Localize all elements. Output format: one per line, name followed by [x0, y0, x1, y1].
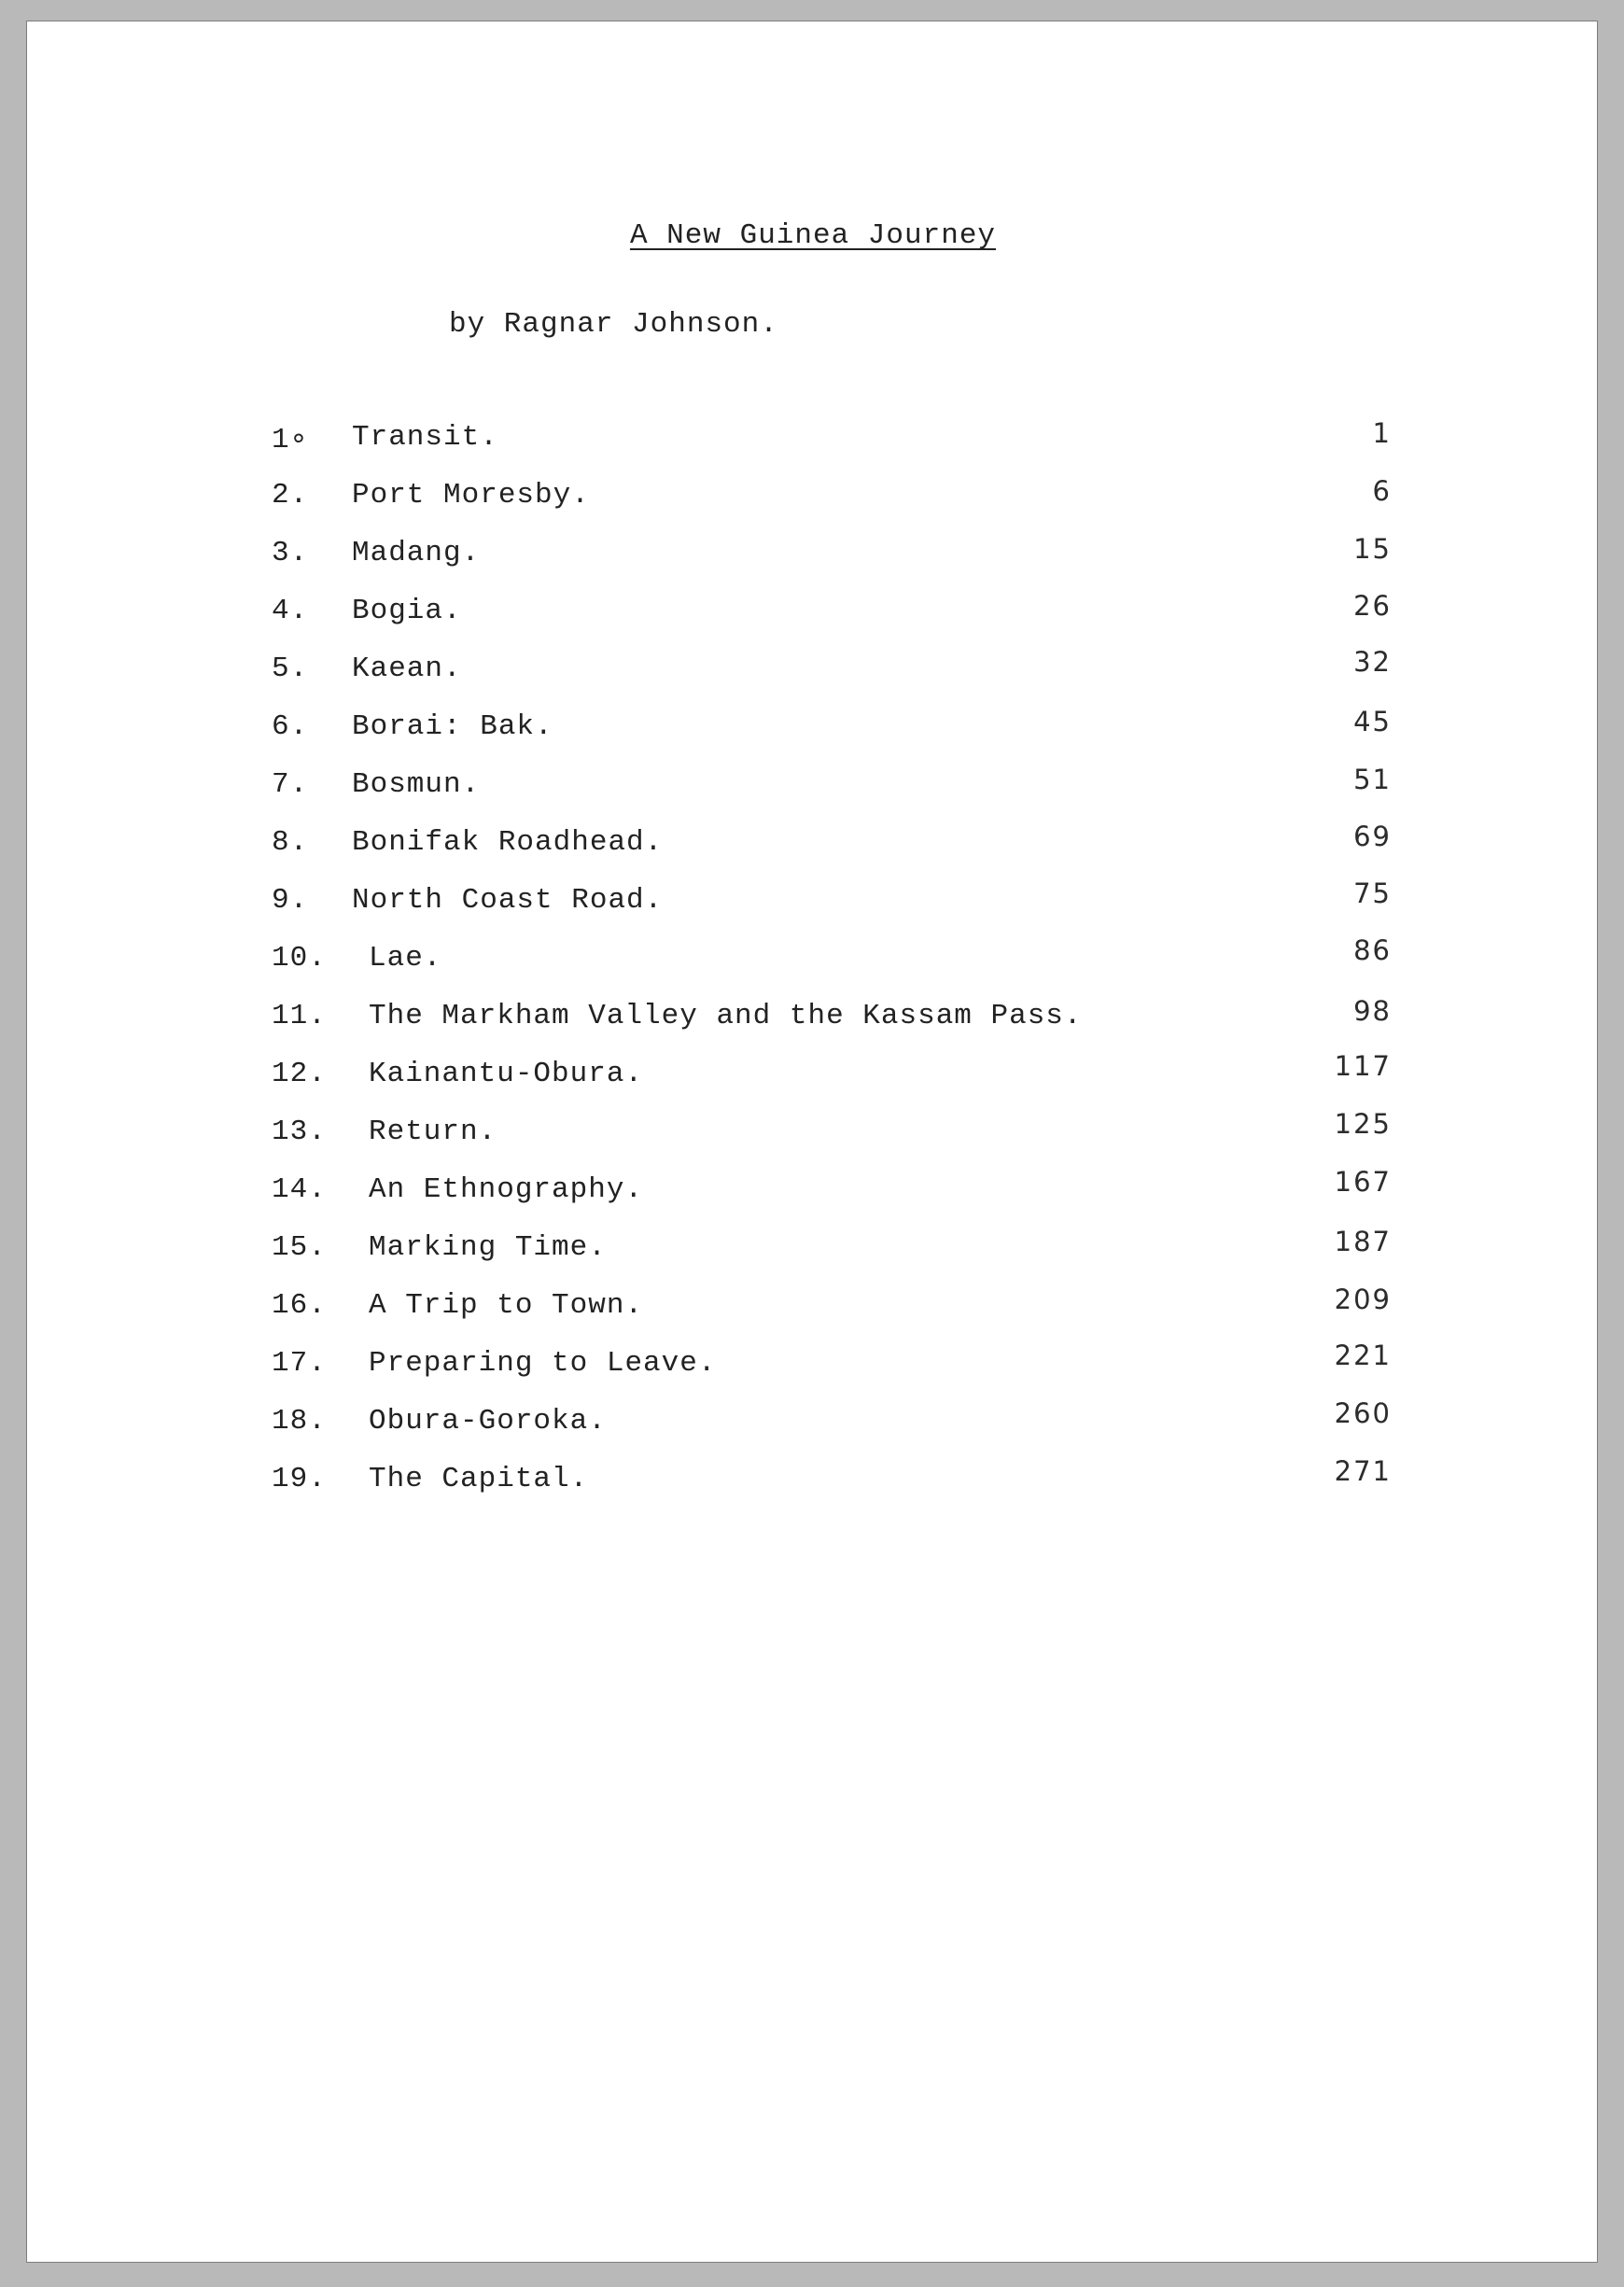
- page-number: 187: [1334, 1226, 1392, 1257]
- page-number: 117: [1334, 1050, 1392, 1082]
- page-number: 125: [1334, 1108, 1392, 1140]
- chapter-title: North Coast Road.: [352, 884, 664, 917]
- page-number: 51: [1353, 764, 1392, 795]
- document-page: [26, 21, 1598, 2263]
- toc-entry: [272, 1340, 1392, 1394]
- chapter-title: Madang.: [352, 537, 481, 569]
- chapter-title: Bosmun.: [352, 768, 481, 801]
- page-number: 32: [1353, 646, 1392, 678]
- chapter-title: The Markham Valley and the Kassam Pass.: [369, 1000, 1083, 1032]
- chapter-number: 12.: [272, 1058, 327, 1090]
- chapter-title: A Trip to Town.: [369, 1289, 644, 1322]
- chapter-title: Kaean.: [352, 652, 462, 685]
- toc-entry: [272, 646, 1392, 699]
- chapter-title: Preparing to Leave.: [369, 1347, 717, 1380]
- toc-entry: [272, 1226, 1392, 1278]
- page-number: 6: [1372, 475, 1392, 507]
- page-number: 75: [1353, 877, 1392, 909]
- chapter-number: 6.: [272, 710, 309, 743]
- chapter-number: 17.: [272, 1347, 327, 1380]
- chapter-title: The Capital.: [369, 1463, 589, 1495]
- chapter-number: 2.: [272, 479, 309, 512]
- toc-entry: [272, 821, 1392, 873]
- page-number: 26: [1353, 590, 1392, 622]
- chapter-number: 5.: [272, 652, 309, 685]
- page-number: 45: [1353, 706, 1392, 737]
- toc-entry: [272, 934, 1392, 989]
- toc-entry: [272, 417, 1392, 468]
- document-title: A New Guinea Journey: [629, 219, 997, 252]
- toc-entry: [272, 590, 1392, 641]
- toc-entry: [272, 1397, 1392, 1452]
- toc-entry: [272, 1166, 1392, 1220]
- chapter-title: Bogia.: [352, 595, 462, 627]
- chapter-title: Kainantu-Obura.: [369, 1058, 644, 1090]
- chapter-number: 3.: [272, 537, 309, 569]
- chapter-number: 18.: [272, 1405, 327, 1438]
- chapter-number: 1∘: [272, 424, 309, 456]
- toc-entry: [272, 877, 1392, 931]
- page-number: 271: [1334, 1455, 1392, 1487]
- toc-entry: [272, 1050, 1392, 1104]
- chapter-title: Marking Time.: [369, 1231, 607, 1264]
- chapter-number: 16.: [272, 1289, 327, 1322]
- chapter-number: 9.: [272, 884, 309, 917]
- chapter-number: 4.: [272, 595, 309, 627]
- chapter-number: 15.: [272, 1231, 327, 1264]
- toc-entry: [272, 1284, 1392, 1336]
- toc-entry: [272, 706, 1392, 757]
- page-number: 86: [1353, 934, 1392, 966]
- chapter-title: An Ethnography.: [369, 1173, 644, 1206]
- chapter-title: Transit.: [352, 421, 498, 454]
- page-number: 260: [1334, 1397, 1392, 1429]
- toc-entry: [272, 1455, 1392, 1509]
- chapter-number: 11.: [272, 1000, 327, 1032]
- chapter-number: 10.: [272, 942, 327, 975]
- chapter-title: Borai: Bak.: [352, 710, 553, 743]
- toc-entry: [272, 995, 1392, 1046]
- toc-entry: [272, 475, 1392, 526]
- toc-entry: [272, 533, 1392, 583]
- chapter-title: Obura-Goroka.: [369, 1405, 607, 1438]
- page-number: 69: [1353, 821, 1392, 852]
- chapter-number: 7.: [272, 768, 309, 801]
- chapter-title: Lae.: [369, 942, 442, 975]
- chapter-title: Port Moresby.: [352, 479, 590, 512]
- chapter-number: 13.: [272, 1115, 327, 1148]
- page-number: 98: [1353, 995, 1392, 1027]
- toc-entry: [272, 1108, 1392, 1162]
- chapter-title: Bonifak Roadhead.: [352, 826, 664, 859]
- page-number: 209: [1334, 1284, 1392, 1315]
- page-number: 221: [1334, 1340, 1392, 1371]
- page-number: 167: [1334, 1166, 1392, 1198]
- chapter-title: Return.: [369, 1115, 497, 1148]
- chapter-number: 19.: [272, 1463, 327, 1495]
- page-number: 15: [1353, 533, 1392, 565]
- author-line: by Ragnar Johnson.: [449, 308, 778, 341]
- toc-entry: [272, 764, 1392, 815]
- chapter-number: 8.: [272, 826, 309, 859]
- page-number: 1: [1372, 417, 1392, 449]
- chapter-number: 14.: [272, 1173, 327, 1206]
